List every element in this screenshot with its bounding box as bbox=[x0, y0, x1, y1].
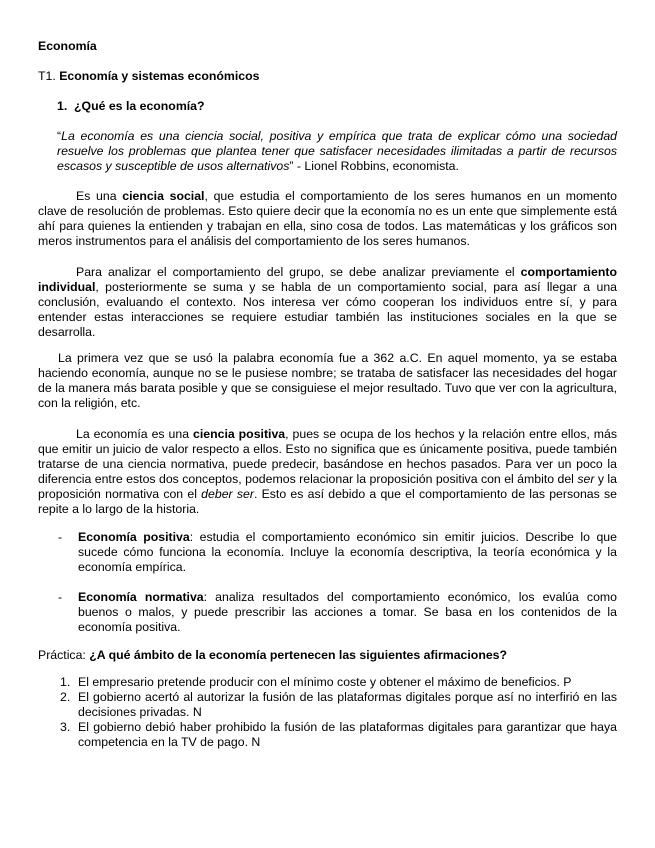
paragraph-positive-science: La economía es una ciencia positiva, pues se ocupa de los hechos y la relación entre ellos, más que emitir un juicio de valor respecto a ellos. Esto no significa que es únicamente positiva, puede también tratarse de una ciencia normativa, puede predecir, basándose en hechos pasados. Para ver un poco la diferencia entre estos dos conceptos, podemos relacionar la proposición positiva con el ámbito del ser y la proposición normativa con el deber ser. Esto es así debido a que el comportamiento de las personas se repite a lo largo de la historia. bbox=[38, 427, 618, 516]
list-item: 3. El gobierno debió haber prohibido la fusión de las plataformas digitales para garantizar que haya competencia en la TV de pago. N bbox=[60, 720, 617, 749]
document-title: Economía bbox=[38, 39, 97, 53]
robbins-quote: “La economía es una ciencia social, positiva y empírica que trata de explicar cómo una sociedad resuelve los problemas que plantea tener que satisfacer necesidades ilimitadas a partir de recursos escasos y susceptible de usos alternativos” - Lionel Robbins, economista. bbox=[57, 129, 617, 173]
practice-heading: Práctica: ¿A qué ámbito de la economía pertenecen las siguientes afirmaciones? bbox=[38, 648, 508, 662]
topic-heading: T1. Economía y sistemas económicos bbox=[38, 69, 260, 83]
bullet-positive-economy: - Economía positiva: estudia el comportamiento económico sin emitir juicios. Describe lo que sucede cómo funciona la economía. Incluye la economía descriptiva, la teoría económica y la economía empírica. bbox=[58, 530, 617, 574]
paragraph-social-science: Es una ciencia social, que estudia el comportamiento de los seres humanos en un momento clave de resolución de problemas. Esto quiere decir que la economía no es un ente que simplemente está ahí para quienes la entienden y trabajan en ella, sino cosa de todos. Las matemáticas y los gráficos son meros instrumentos para el análisis del comportamiento de los seres humanos. bbox=[38, 189, 617, 248]
list-item: 2. El gobierno acertó al autorizar la fusión de las plataformas digitales porque así no interfirió en las decisiones privadas. N bbox=[60, 690, 617, 719]
paragraph-individual-behavior: Para analizar el comportamiento del grupo, se debe analizar previamente el comportamiento individual, posteriormente se suma y se habla de un comportamiento social, para así llegar a una conclusión, evaluando el contexto. Nos interesa ver cómo cooperan los individuos entre sí, y para entender estas interacciones se requiere estudiar también las instituciones sociales en la que se desarrolla. bbox=[38, 265, 617, 339]
list-item: 1. El empresario pretende producir con el mínimo coste y obtener el máximo de beneficios. P bbox=[60, 675, 572, 689]
bullet-normative-economy: - Economía normativa: analiza resultados del comportamiento económico, los evalúa como buenos o malos, y puede prescribir las acciones a tomar. Se basa en los contenidos de la economía positiva. bbox=[58, 590, 617, 634]
paragraph-history: La primera vez que se usó la palabra economía fue a 362 a.C. En aquel momento, ya se estaba haciendo economía, aunque no se le pusiese nombre; se trataba de satisfacer las necesidades del hogar de la manera más barata posible y que se consiguiese el mejor resultado. Tuvo que ver con la agricultura, con la religión, etc. bbox=[38, 351, 617, 410]
